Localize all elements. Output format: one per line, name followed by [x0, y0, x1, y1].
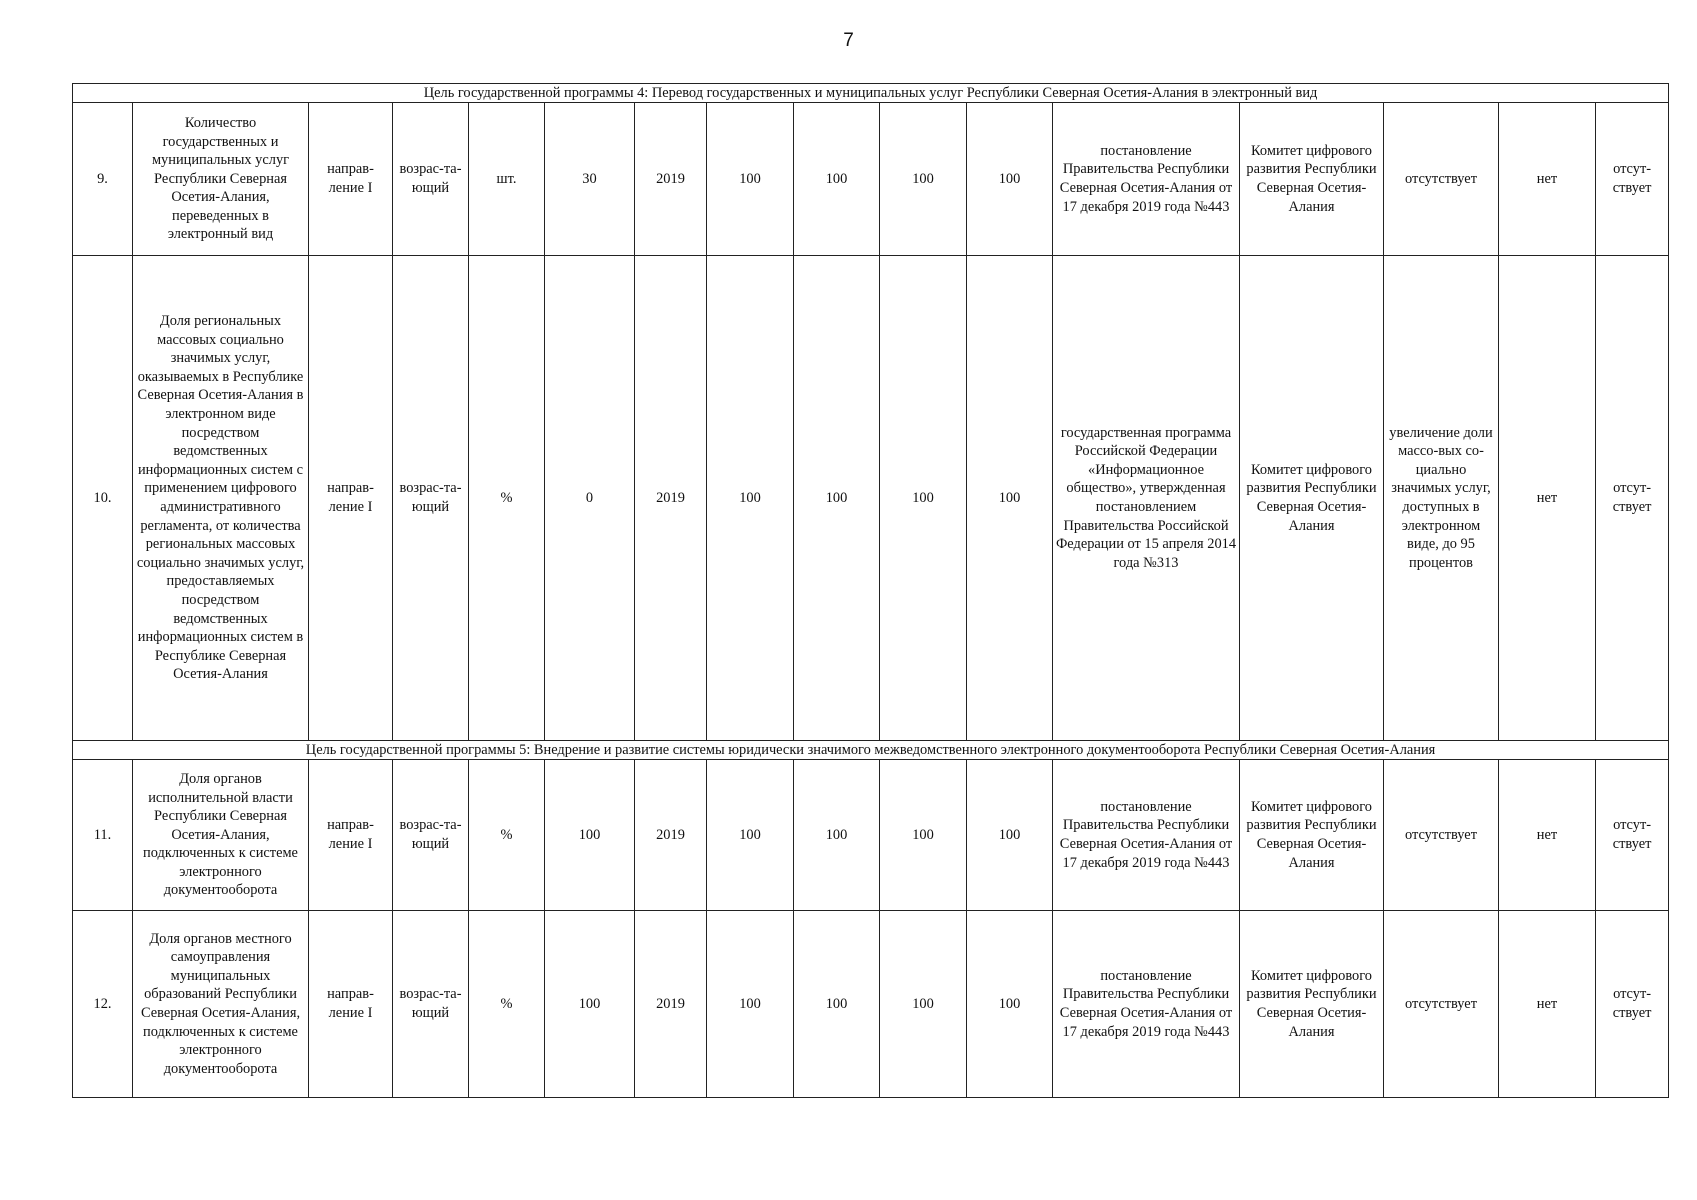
base-year-cell: 2019 — [635, 760, 707, 911]
unit-cell: % — [469, 911, 545, 1098]
flag-cell: нет — [1499, 103, 1596, 256]
indicator-name: Доля органов местного самоуправления муниципальных образований Республики Северная Осетия-Алания, подключенных к системе электронного документооборота — [133, 911, 309, 1098]
base-year-cell: 2019 — [635, 911, 707, 1098]
page-number: 7 — [843, 30, 854, 51]
flag-cell: нет — [1499, 911, 1596, 1098]
target-value-cell: 100 — [794, 760, 880, 911]
row-number: 9. — [73, 103, 133, 256]
info-system-cell: отсут-ствует — [1596, 911, 1669, 1098]
unit-cell: шт. — [469, 103, 545, 256]
target-value-cell: 100 — [967, 256, 1053, 741]
target-value-cell: 100 — [967, 760, 1053, 911]
target-value-cell: 100 — [707, 760, 794, 911]
goal-title: Цель государственной программы 5: Внедрение и развитие системы юридически значимого межведомственного электронного документооборота Республики Северная Осетия-Алания — [73, 741, 1669, 760]
base-value-cell: 30 — [545, 103, 635, 256]
document-cell: государственная программа Российской Федерации «Информационное общество», утвержденная постановлением Правительства Российской Федерации от 15 апреля 2014 года №313 — [1053, 256, 1240, 741]
indicator-name: Доля региональных массовых социально значимых услуг, оказываемых в Республике Северная Осетия-Алания в электронном виде посредством ведомственных информационных систем с применением цифрового административного регламента, от количества региональных массовых социально значимых услуг, предоставляемых посредством ведомственных информационных систем в Республике Северная Осетия-Алания — [133, 256, 309, 741]
indicators-table — [72, 83, 1669, 1098]
responsible-cell: Комитет цифрового развития Республики Северная Осетия-Алания — [1240, 911, 1384, 1098]
goal-row — [73, 741, 1669, 760]
trend-cell: возрас-та-ющий — [393, 760, 469, 911]
responsible-cell: Комитет цифрового развития Республики Северная Осетия-Алания — [1240, 760, 1384, 911]
direction-cell: направ-ление I — [309, 911, 393, 1098]
target-value-cell: 100 — [880, 103, 967, 256]
link-cell: увеличение доли массо-вых со-циально значимых услуг, доступных в электронном виде, до 95 процентов — [1384, 256, 1499, 741]
link-cell: отсутствует — [1384, 760, 1499, 911]
base-value-cell: 0 — [545, 256, 635, 741]
target-value-cell: 100 — [880, 760, 967, 911]
indicator-name: Количество государственных и муниципальных услуг Республики Северная Осетия-Алания, переведенных в электронный вид — [133, 103, 309, 256]
base-value-cell: 100 — [545, 760, 635, 911]
document-cell: постановление Правительства Республики Северная Осетия-Алания от 17 декабря 2019 года №443 — [1053, 760, 1240, 911]
document-cell: постановление Правительства Республики Северная Осетия-Алания от 17 декабря 2019 года №443 — [1053, 103, 1240, 256]
target-value-cell: 100 — [707, 911, 794, 1098]
direction-cell: направ-ление I — [309, 760, 393, 911]
trend-cell: возрас-та-ющий — [393, 103, 469, 256]
table-row — [73, 103, 1669, 256]
target-value-cell: 100 — [794, 103, 880, 256]
base-year-cell: 2019 — [635, 256, 707, 741]
target-value-cell: 100 — [880, 256, 967, 741]
base-year-cell: 2019 — [635, 103, 707, 256]
target-value-cell: 100 — [707, 256, 794, 741]
info-system-cell: отсут-ствует — [1596, 256, 1669, 741]
target-value-cell: 100 — [794, 911, 880, 1098]
direction-cell: направ-ление I — [309, 256, 393, 741]
table-row — [73, 911, 1669, 1098]
target-value-cell: 100 — [707, 103, 794, 256]
unit-cell: % — [469, 256, 545, 741]
target-value-cell: 100 — [880, 911, 967, 1098]
row-number: 10. — [73, 256, 133, 741]
base-value-cell: 100 — [545, 911, 635, 1098]
row-number: 11. — [73, 760, 133, 911]
target-value-cell: 100 — [967, 911, 1053, 1098]
table-row — [73, 256, 1669, 741]
responsible-cell: Комитет цифрового развития Республики Северная Осетия-Алания — [1240, 256, 1384, 741]
table-row — [73, 760, 1669, 911]
goal-title: Цель государственной программы 4: Перевод государственных и муниципальных услуг Республики Северная Осетия-Алания в электронный вид — [73, 84, 1669, 103]
info-system-cell: отсут-ствует — [1596, 103, 1669, 256]
link-cell: отсутствует — [1384, 911, 1499, 1098]
target-value-cell: 100 — [794, 256, 880, 741]
goal-row — [73, 84, 1669, 103]
direction-cell: направ-ление I — [309, 103, 393, 256]
target-value-cell: 100 — [967, 103, 1053, 256]
indicator-name: Доля органов исполнительной власти Республики Северная Осетия-Алания, подключенных к системе электронного документооборота — [133, 760, 309, 911]
flag-cell: нет — [1499, 760, 1596, 911]
trend-cell: возрас-та-ющий — [393, 911, 469, 1098]
unit-cell: % — [469, 760, 545, 911]
link-cell: отсутствует — [1384, 103, 1499, 256]
responsible-cell: Комитет цифрового развития Республики Северная Осетия-Алания — [1240, 103, 1384, 256]
document-cell: постановление Правительства Республики Северная Осетия-Алания от 17 декабря 2019 года №443 — [1053, 911, 1240, 1098]
trend-cell: возрас-та-ющий — [393, 256, 469, 741]
flag-cell: нет — [1499, 256, 1596, 741]
row-number: 12. — [73, 911, 133, 1098]
info-system-cell: отсут-ствует — [1596, 760, 1669, 911]
